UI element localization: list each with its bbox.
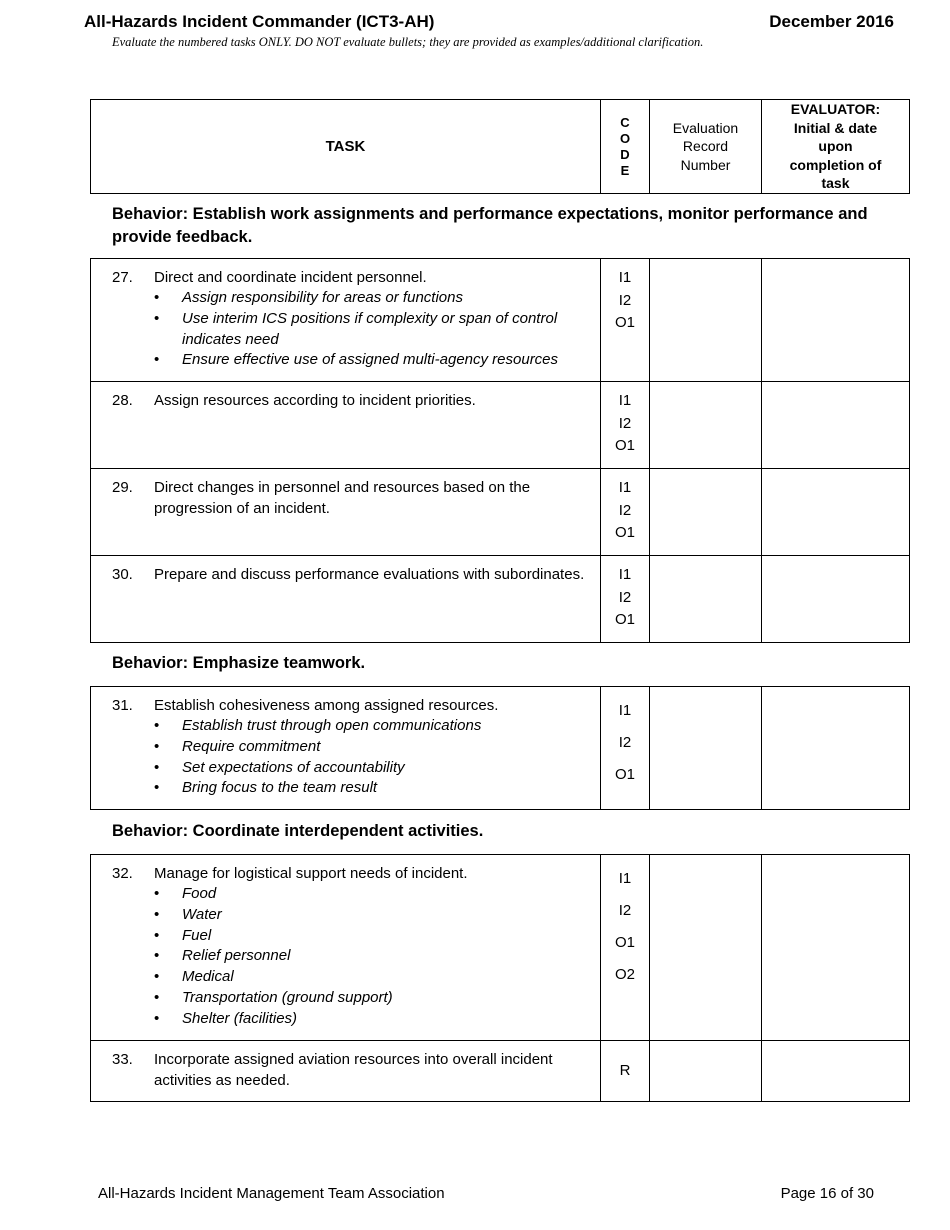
evaluation-record-cell[interactable] xyxy=(650,1041,762,1102)
task-row xyxy=(91,1041,910,1102)
record-number-column-header: Evaluation Record Number xyxy=(650,100,762,194)
task-text: Prepare and discuss performance evaluations with subordinates. xyxy=(154,566,585,583)
task-bullet: • Assign responsibility for areas or functions xyxy=(154,288,588,309)
task-bullet: • Fuel xyxy=(154,926,588,947)
task-row xyxy=(91,687,910,810)
task-codes: I1 I2 O1 xyxy=(601,382,650,469)
task-codes: I1 I2 O1 O2 xyxy=(601,855,650,1041)
behavior-heading: Behavior: Emphasize teamwork. xyxy=(112,654,366,672)
task-codes: I1 I2 O1 xyxy=(601,259,650,382)
behavior-heading: Behavior: Coordinate interdependent activities. xyxy=(112,822,484,840)
task-number: 33. xyxy=(112,1051,133,1068)
task-number: 30. xyxy=(112,566,133,583)
task-bullet: • Water xyxy=(154,905,588,926)
evaluation-record-cell[interactable] xyxy=(650,382,762,469)
task-text: Incorporate assigned aviation resources into overall incident activities as needed. xyxy=(154,1051,553,1089)
task-number: 31. xyxy=(112,697,133,714)
task-table xyxy=(90,258,910,643)
evaluation-record-cell[interactable] xyxy=(650,259,762,382)
evaluator-initial-cell[interactable] xyxy=(762,687,910,810)
task-table xyxy=(90,854,910,1102)
evaluation-record-cell[interactable] xyxy=(650,469,762,556)
footer-organization: All-Hazards Incident Management Team Association xyxy=(98,1185,445,1202)
task-text: Direct and coordinate incident personnel. xyxy=(154,269,427,286)
task-codes: I1 I2 O1 xyxy=(601,469,650,556)
task-bullet: • Shelter (facilities) xyxy=(154,1009,588,1030)
task-number: 27. xyxy=(112,269,133,286)
task-bullet: • Establish trust through open communications xyxy=(154,716,588,737)
task-table xyxy=(90,686,910,810)
evaluator-initial-cell[interactable] xyxy=(762,469,910,556)
task-codes: I1 I2 O1 xyxy=(601,556,650,643)
evaluator-column-header: EVALUATOR: Initial & date upon completion of task xyxy=(762,100,910,194)
task-text: Direct changes in personnel and resources based on the progression of an incident. xyxy=(154,479,531,517)
task-row xyxy=(91,469,910,556)
behavior-heading: Behavior: Establish work assignments and performance expectations, monitor performance and provide feedback. xyxy=(112,205,868,246)
task-bullet: • Transportation (ground support) xyxy=(154,988,588,1009)
task-text: Establish cohesiveness among assigned resources. xyxy=(154,697,499,714)
evaluator-initial-cell[interactable] xyxy=(762,382,910,469)
task-bullet: • Set expectations of accountability xyxy=(154,758,588,779)
task-number: 32. xyxy=(112,865,133,882)
task-row xyxy=(91,382,910,469)
task-bullet: • Relief personnel xyxy=(154,946,588,967)
task-number: 29. xyxy=(112,479,133,496)
task-bullet: • Medical xyxy=(154,967,588,988)
task-bullet: • Ensure effective use of assigned multi-agency resources xyxy=(154,350,588,371)
evaluator-initial-cell[interactable] xyxy=(762,259,910,382)
evaluation-record-cell[interactable] xyxy=(650,556,762,643)
task-bullet: • Use interim ICS positions if complexity or span of control indicates need xyxy=(154,309,588,351)
task-text: Manage for logistical support needs of incident. xyxy=(154,865,468,882)
task-codes: I1 I2 O1 xyxy=(601,687,650,810)
evaluation-record-cell[interactable] xyxy=(650,855,762,1041)
task-codes: R xyxy=(601,1041,650,1102)
document-date: December 2016 xyxy=(769,12,894,31)
evaluation-instructions: Evaluate the numbered tasks ONLY. DO NOT evaluate bullets; they are provided as examples/additional clarification. xyxy=(112,35,704,49)
evaluator-initial-cell[interactable] xyxy=(762,556,910,643)
task-bullet: • Bring focus to the team result xyxy=(154,778,588,799)
task-text: Assign resources according to incident priorities. xyxy=(154,392,476,409)
evaluation-record-cell[interactable] xyxy=(650,687,762,810)
task-row xyxy=(91,855,910,1041)
task-row xyxy=(91,259,910,382)
footer-page-number: Page 16 of 30 xyxy=(780,1185,874,1202)
task-row xyxy=(91,556,910,643)
task-number: 28. xyxy=(112,392,133,409)
code-column-header: C O D E xyxy=(601,100,650,194)
task-bullet: • Require commitment xyxy=(154,737,588,758)
column-header-table xyxy=(90,99,910,194)
document-title: All-Hazards Incident Commander (ICT3-AH) xyxy=(84,12,435,31)
evaluator-initial-cell[interactable] xyxy=(762,1041,910,1102)
task-bullet: • Food xyxy=(154,884,588,905)
task-column-header: TASK xyxy=(91,100,601,194)
evaluator-initial-cell[interactable] xyxy=(762,855,910,1041)
